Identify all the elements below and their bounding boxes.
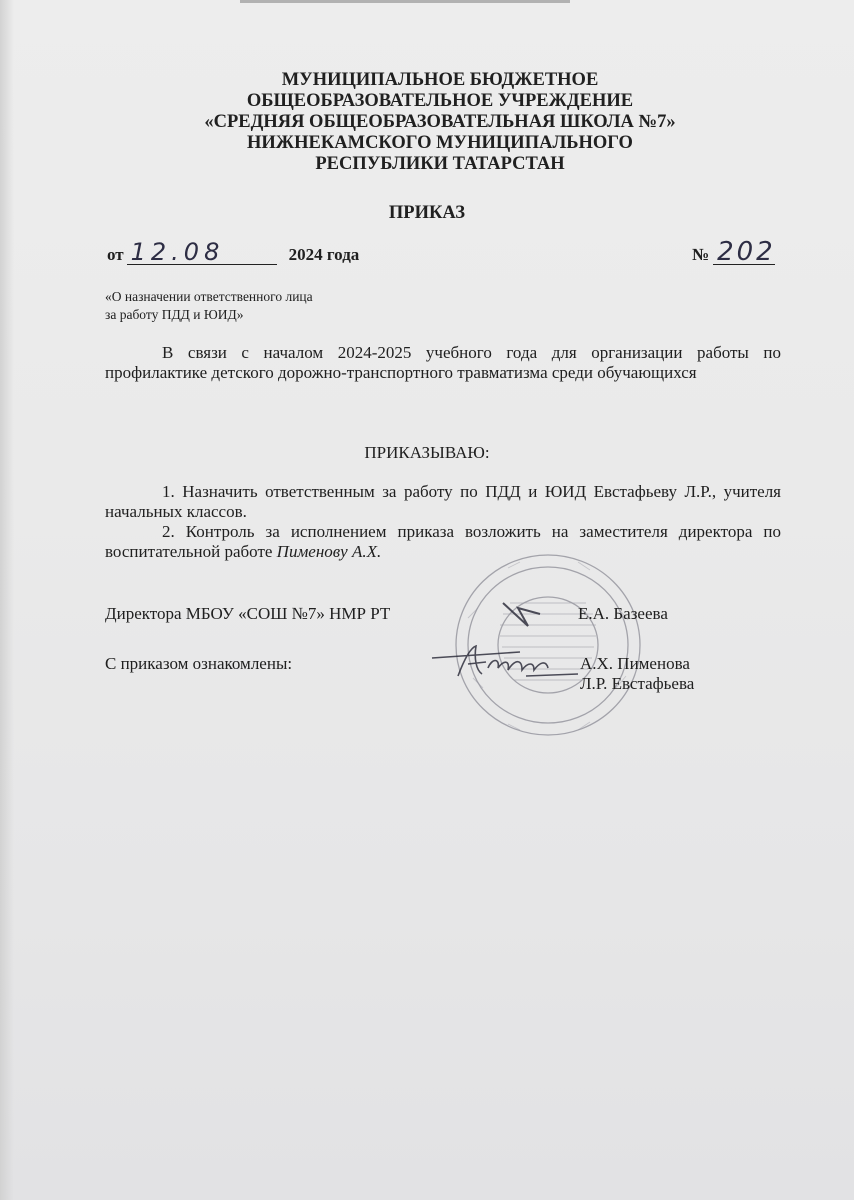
date-prefix: от: [107, 245, 124, 264]
date-blank: [127, 238, 277, 265]
number-sign: №: [692, 245, 710, 264]
subject-line-1: «О назначении ответственного лица: [105, 289, 313, 304]
header-line-4: НИЖНЕКАМСКОГО МУНИЦИПАЛЬНОГО: [247, 133, 633, 153]
number-blank: [713, 237, 776, 267]
header-line-5: РЕСПУБЛИКИ ТАТАРСТАН: [315, 154, 565, 174]
date-line: [107, 238, 359, 265]
director-signature-label: Директора МБОУ «СОШ №7» НМР РТ: [105, 604, 391, 623]
header-line-1: МУНИЦИПАЛЬНОЕ БЮДЖЕТНОЕ: [281, 70, 599, 90]
order-number-line: [692, 237, 776, 267]
acquainted-label: С приказом ознакомлены:: [105, 654, 293, 673]
institution-header: [100, 70, 780, 175]
subject-line-2: за работу ПДД и ЮИД»: [105, 307, 244, 322]
director-name: Е.А. Базеева: [578, 604, 668, 623]
document-title: ПРИКАЗ: [388, 203, 466, 223]
deputy-name: Пименову А.Х.: [276, 542, 382, 561]
acquainted-person-1: А.Х. Пименова: [580, 654, 690, 673]
handwritten-number: 202: [717, 237, 776, 267]
order-items: [105, 482, 781, 562]
handwritten-date: 12.08: [130, 238, 225, 266]
order-item-2-text: 2. Контроль за исполнением приказа возложить на заместителя директора по воспитательной работе: [105, 522, 781, 561]
order-item-1: 1. Назначить ответственным за работу по ПДД и ЮИД Евстафьеву Л.Р., учителя начальных классов.: [105, 482, 781, 521]
order-word: ПРИКАЗЫВАЮ:: [364, 443, 490, 462]
handwritten-signature: [430, 640, 580, 682]
order-subject: [105, 288, 313, 324]
page-edge-shadow: [0, 0, 14, 1200]
header-line-3: «СРЕДНЯЯ ОБЩЕОБРАЗОВАТЕЛЬНАЯ ШКОЛА №7»: [204, 112, 676, 132]
date-year: 2024 года: [288, 245, 360, 264]
top-edge-strip: [240, 0, 570, 3]
order-item-2: [105, 522, 781, 562]
acquainted-person-2: Л.Р. Евстафьева: [580, 674, 695, 693]
preamble-paragraph: В связи с началом 2024-2025 учебного года для организации работы по профилактике детского дорожно-транспортного травматизма среди обучающихся: [105, 343, 781, 382]
header-line-2: ОБЩЕОБРАЗОВАТЕЛЬНОЕ УЧРЕЖДЕНИЕ: [246, 91, 634, 111]
